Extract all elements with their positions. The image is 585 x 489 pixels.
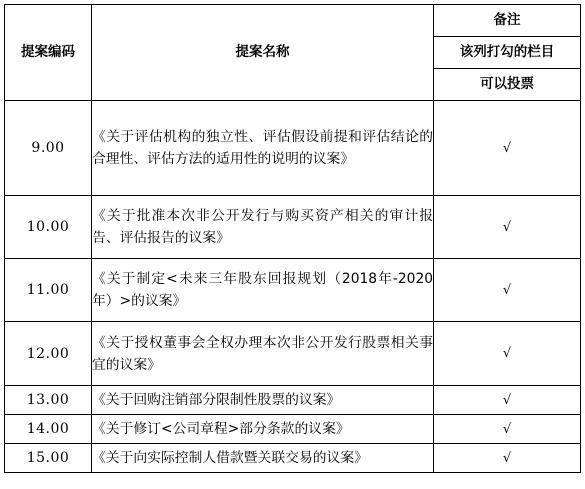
proposal-code: 14.00 bbox=[5, 415, 92, 444]
proposal-name: 《关于批准本次非公开发行与购买资产相关的审计报告、评估报告的议案》 bbox=[92, 196, 434, 259]
proposal-code: 11.00 bbox=[5, 259, 92, 322]
table-row bbox=[5, 386, 581, 415]
header-note-sub-line1: 该列打勾的栏目 bbox=[434, 37, 581, 69]
proposal-code: 10.00 bbox=[5, 196, 92, 259]
vote-check-mark: √ bbox=[434, 322, 581, 386]
vote-check-mark: √ bbox=[434, 196, 581, 259]
proposal-code: 9.00 bbox=[5, 101, 92, 196]
table-row bbox=[5, 101, 581, 196]
proposal-code: 15.00 bbox=[5, 444, 92, 473]
table-row bbox=[5, 196, 581, 259]
vote-check-mark: √ bbox=[434, 386, 581, 415]
header-note-sub-line2: 可以投票 bbox=[434, 69, 581, 101]
proposal-name: 《关于向实际控制人借款暨关联交易的议案》 bbox=[92, 444, 434, 473]
header-note: 备注 bbox=[434, 5, 581, 37]
table-row bbox=[5, 259, 581, 322]
proposal-name: 《关于制定<未来三年股东回报规划（2018年-2020年）>的议案》 bbox=[92, 259, 434, 322]
proposal-name: 《关于回购注销部分限制性股票的议案》 bbox=[92, 386, 434, 415]
proposal-table bbox=[4, 4, 581, 473]
proposal-name: 《关于评估机构的独立性、评估假设前提和评估结论的合理性、评估方法的适用性的说明的议案》 bbox=[92, 101, 434, 196]
header-name: 提案名称 bbox=[92, 5, 434, 101]
header-row bbox=[5, 5, 581, 37]
proposal-code: 12.00 bbox=[5, 322, 92, 386]
vote-check-mark: √ bbox=[434, 415, 581, 444]
table-row bbox=[5, 415, 581, 444]
proposal-code: 13.00 bbox=[5, 386, 92, 415]
proposal-name: 《关于修订<公司章程>部分条款的议案》 bbox=[92, 415, 434, 444]
vote-check-mark: √ bbox=[434, 444, 581, 473]
vote-check-mark: √ bbox=[434, 101, 581, 196]
table-row bbox=[5, 444, 581, 473]
table-row bbox=[5, 322, 581, 386]
header-code: 提案编码 bbox=[5, 5, 92, 101]
proposal-name: 《关于授权董事会全权办理本次非公开发行股票相关事宜的议案》 bbox=[92, 322, 434, 386]
vote-check-mark: √ bbox=[434, 259, 581, 322]
